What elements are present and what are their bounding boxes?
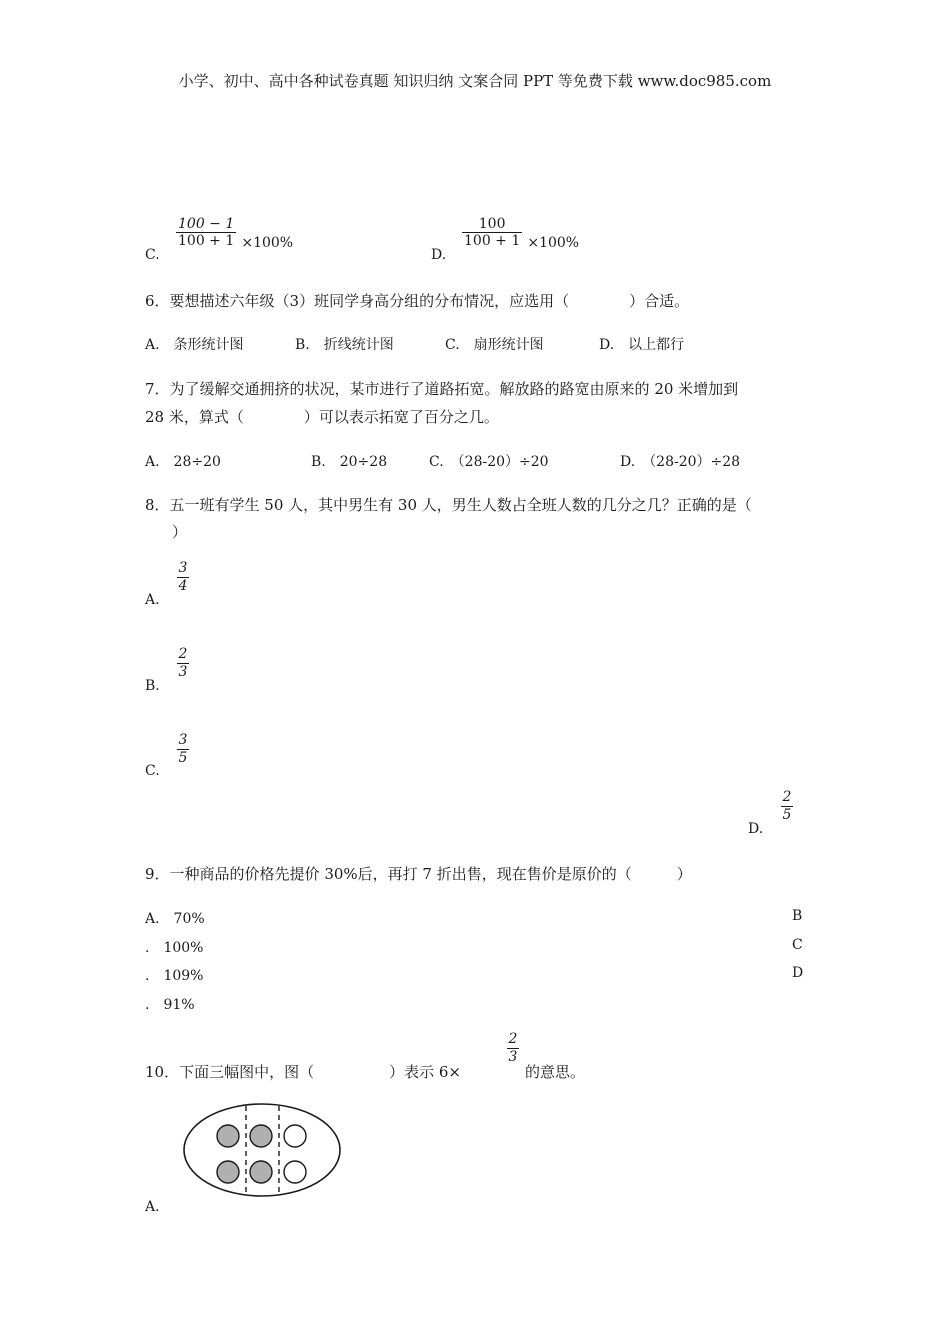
q10-fraction	[507, 1032, 519, 1065]
q5-option-d-denominator: 100 + 1	[464, 233, 521, 249]
q10-question-text-pre: 10．下面三幅图中，图（ ）表示 6×	[145, 1063, 461, 1081]
q9-option-c-value: . 109%	[145, 968, 204, 984]
q5-option-c-suffix: ×100%	[241, 235, 294, 251]
q8-option-a-denominator: 4	[178, 578, 188, 594]
q8-option-b-label: B.	[145, 678, 160, 694]
q8-question-line-1: 8．五一班有学生 50 人，其中男生有 30 人，男生人数占全班人数的几分之几？正确的是（	[145, 496, 752, 514]
q5-option-c-numerator: 100 − 1	[178, 216, 235, 232]
q5-option-d-label: D.	[431, 247, 447, 263]
q9-option-b-value: . 100%	[145, 940, 204, 956]
q5-option-c-label: C.	[145, 247, 160, 263]
q7-option-b: B. 20÷28	[311, 454, 388, 470]
q10-figure-a	[180, 1100, 350, 1200]
q10-question-text-post: 的意思。	[525, 1063, 586, 1081]
q8-option-b-numerator: 2	[178, 646, 188, 662]
q6-option-b: B. 折线统计图	[295, 337, 394, 353]
q8-option-d-label: D.	[748, 821, 764, 837]
q10-fraction-numerator: 2	[508, 1031, 518, 1047]
q5-option-c-fraction	[176, 216, 236, 249]
q5-option-d-fraction	[462, 216, 522, 249]
page-header: 小学、初中、高中各种试卷真题 知识归纳 文案合同 PPT 等免费下载 www.doc985.com	[178, 72, 772, 90]
empty-circle	[284, 1125, 306, 1147]
q8-option-a-numerator: 3	[178, 560, 188, 576]
q8-option-b-fraction	[177, 647, 189, 680]
shaded-circle	[217, 1161, 239, 1183]
q5-option-d-expression	[462, 216, 579, 251]
q9-option-a: A. 70%	[145, 911, 205, 927]
q10-fraction-denominator: 3	[508, 1049, 518, 1065]
q8-option-a-fraction	[177, 561, 189, 594]
q6-option-a: A. 条形统计图	[145, 337, 244, 353]
q7-option-c: C. （28-20）÷20	[429, 454, 549, 470]
q9-option-c-letter: C	[792, 937, 803, 953]
empty-circle	[284, 1161, 306, 1183]
q9-option-d-letter: D	[792, 965, 804, 981]
q8-option-d-numerator: 2	[782, 789, 792, 805]
q7-option-d: D. （28-20）÷28	[620, 454, 741, 470]
q9-question-text: 9．一种商品的价格先提价 30%后，再打 7 折出售，现在售价是原价的（ ）	[145, 865, 692, 883]
q7-question-line-2: 28 米，算式（ ）可以表示拓宽了百分之几。	[145, 408, 499, 426]
q8-option-c-numerator: 3	[178, 732, 188, 748]
q8-option-d-denominator: 5	[782, 807, 792, 823]
q5-option-d-numerator: 100	[478, 216, 506, 232]
q10-option-a-label: A.	[145, 1199, 160, 1215]
q7-option-a: A. 28÷20	[145, 454, 221, 470]
q6-question-text: 6．要想描述六年级（3）班同学身高分组的分布情况，应选用（ ）合适。	[145, 292, 690, 310]
q5-option-c-expression	[176, 216, 293, 251]
q5-option-c-denominator: 100 + 1	[178, 233, 235, 249]
q6-option-c: C. 扇形统计图	[445, 337, 544, 353]
shaded-circle	[250, 1125, 272, 1147]
shaded-circle	[250, 1161, 272, 1183]
q8-option-c-label: C.	[145, 763, 160, 779]
q9-option-d-value: . 91%	[145, 997, 195, 1013]
q8-option-a-label: A.	[145, 592, 160, 608]
q8-option-c-denominator: 5	[178, 750, 188, 766]
shaded-circle	[217, 1125, 239, 1147]
q8-option-d-fraction	[781, 790, 793, 823]
q8-option-b-denominator: 3	[178, 664, 188, 680]
q9-option-b-letter: B	[792, 908, 803, 924]
q5-option-d-suffix: ×100%	[527, 235, 580, 251]
q8-option-c-fraction	[177, 733, 189, 766]
q7-question-line-1: 7．为了缓解交通拥挤的状况，某市进行了道路拓宽。解放路的路宽由原来的 20 米增加到	[145, 380, 739, 398]
q8-question-line-2: ）	[172, 523, 188, 541]
q6-option-d: D. 以上都行	[599, 337, 685, 353]
